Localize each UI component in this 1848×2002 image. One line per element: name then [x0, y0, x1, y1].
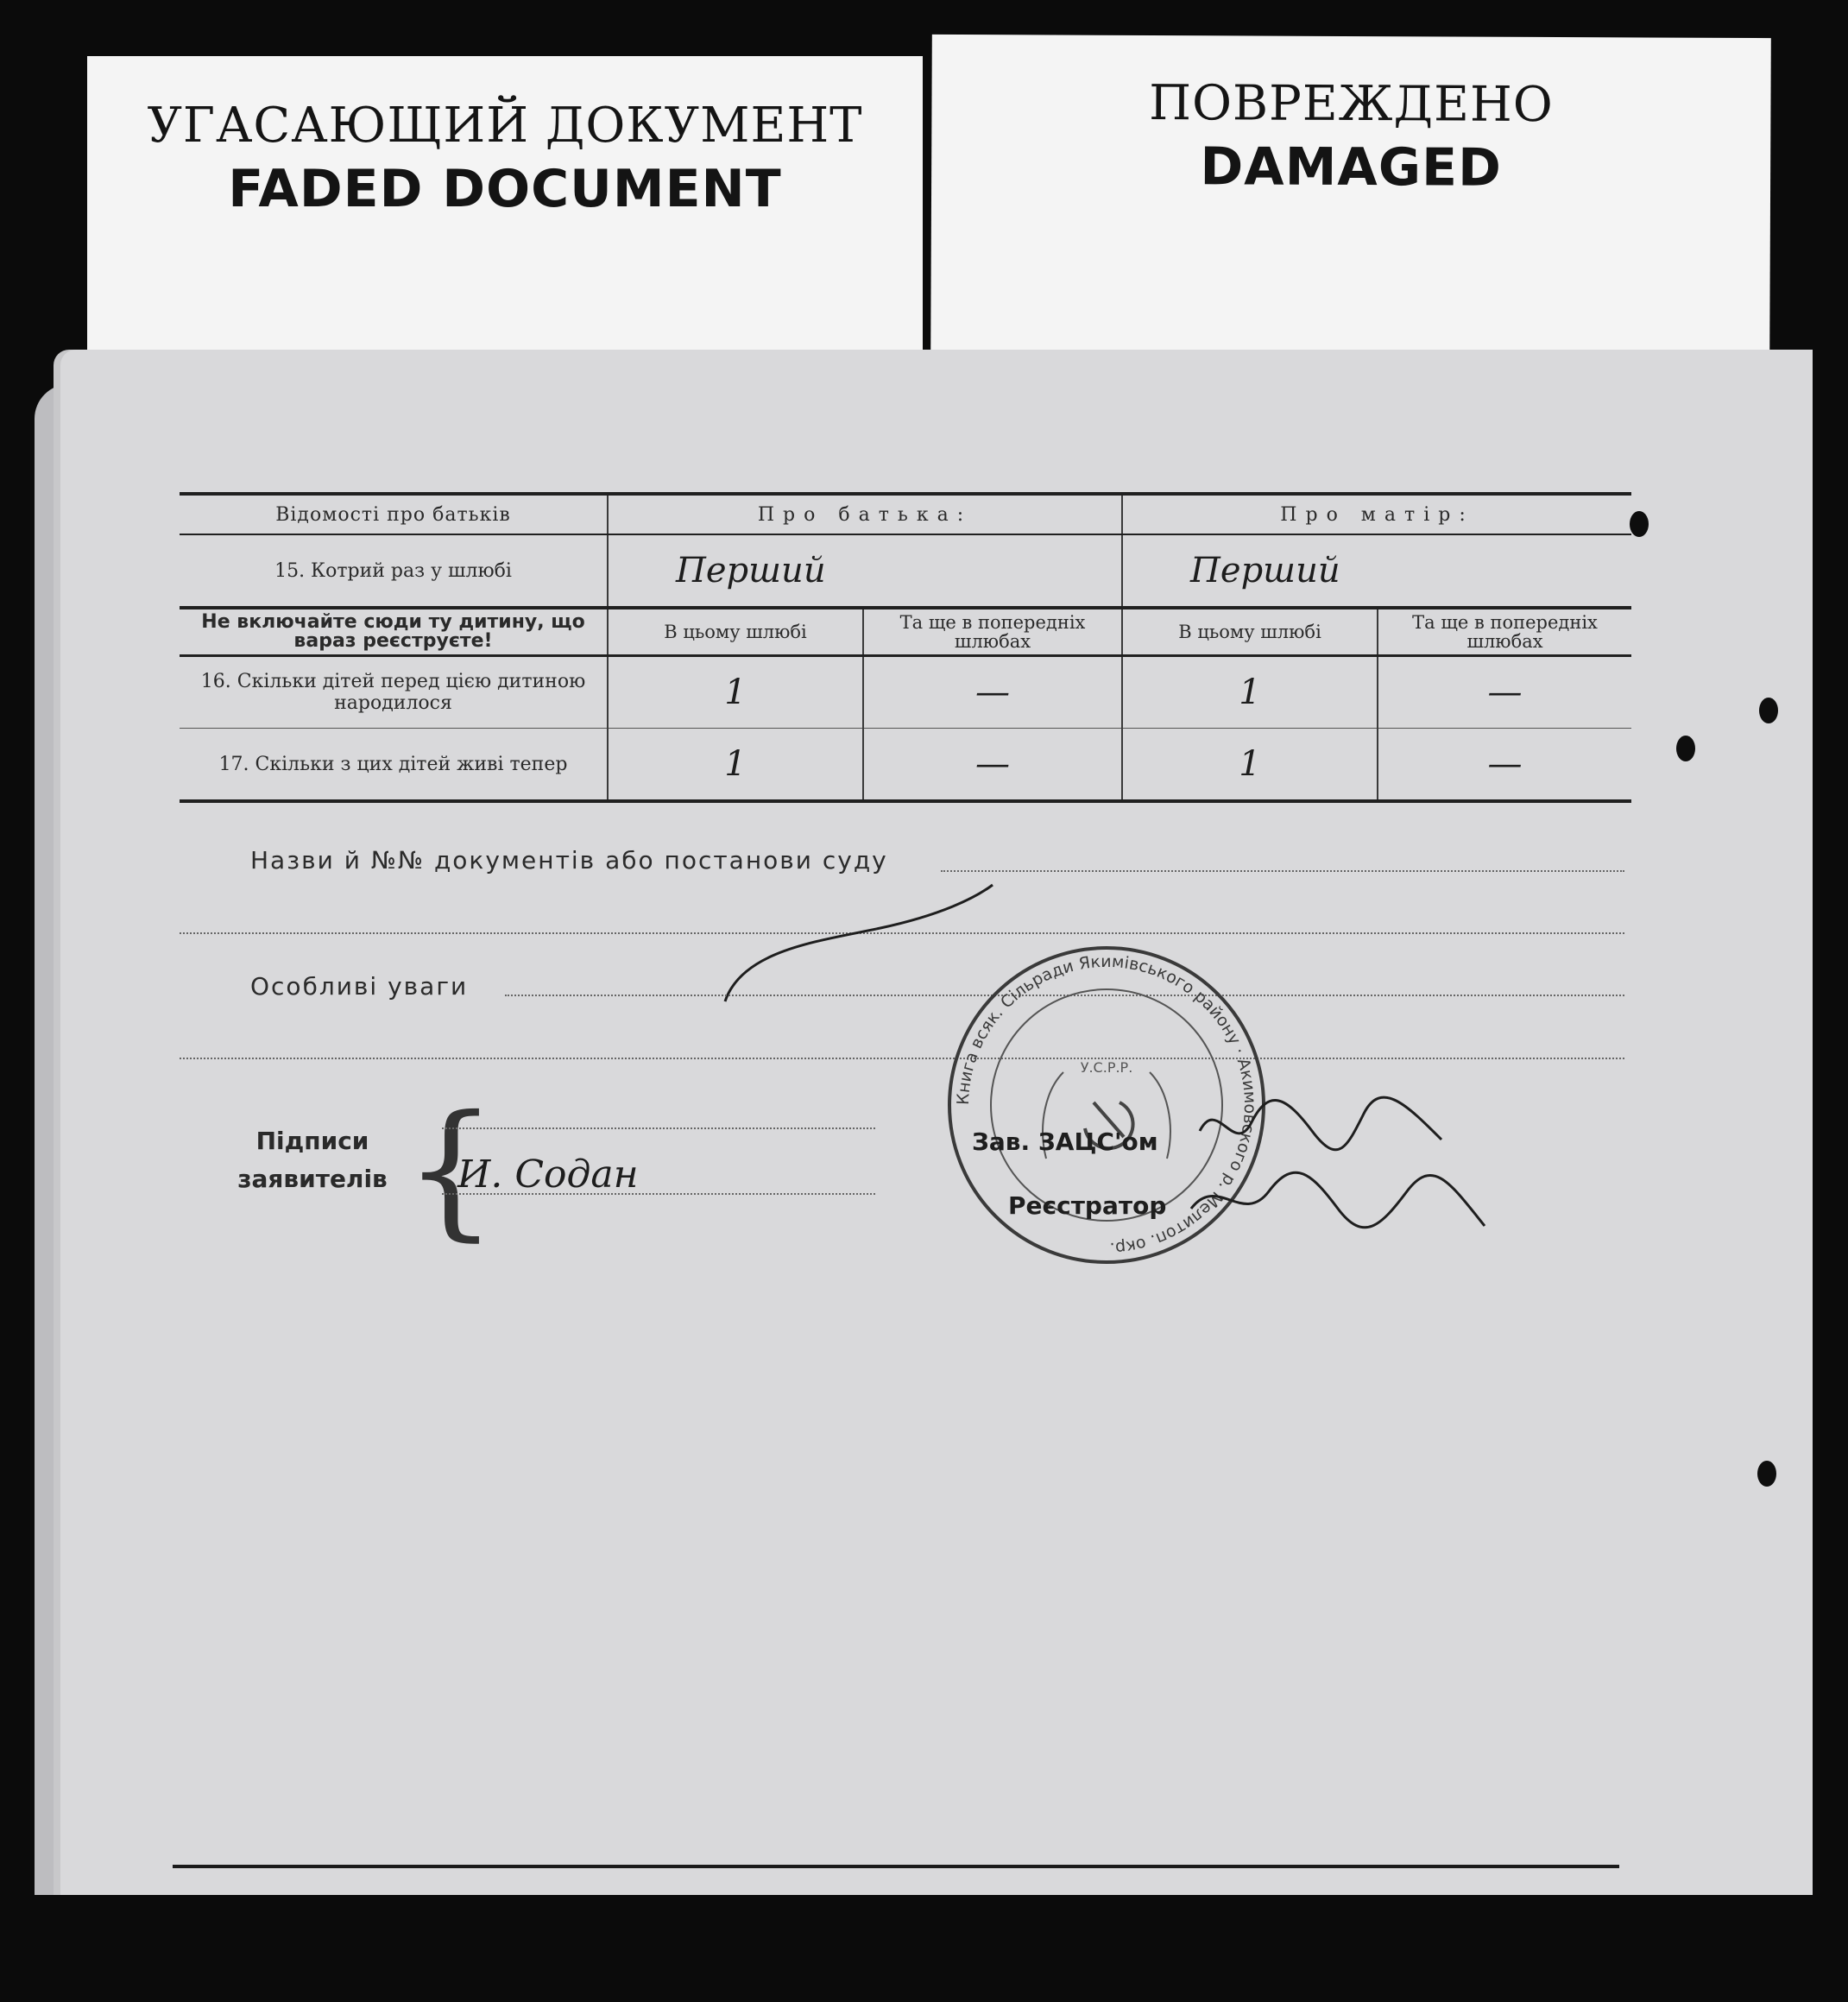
- header-father: Про батька:: [608, 494, 1122, 534]
- documents-field-label: Назви й №№ документів або постанови суду: [250, 846, 888, 875]
- children-alive-label: 17. Скільки з цих дітей живі тепер: [180, 729, 608, 802]
- mother-current-children-alive: [1122, 729, 1378, 802]
- father-previous-children-born-value: —: [975, 673, 1010, 712]
- father-previous-children-born: [863, 656, 1122, 729]
- applicant-signature: И. Содан: [457, 1153, 639, 1197]
- exclude-child-note: Не включайте сюди ту дитину, що вараз реєструєте!: [180, 608, 608, 656]
- punch-hole: [1676, 736, 1695, 761]
- mother-previous-children-alive: [1378, 729, 1631, 802]
- father-marriage-count: [608, 534, 1122, 608]
- mother-current-marriage-header: В цьому шлюбі: [1122, 608, 1378, 656]
- table-row: [180, 656, 1631, 729]
- father-previous-children-alive: [863, 729, 1122, 802]
- father-current-children-alive-value: 1: [724, 744, 747, 784]
- faded-label-english: FADED DOCUMENT: [228, 159, 782, 219]
- brace-symbol: {: [404, 1084, 498, 1255]
- official-handwritten-signatures: [1183, 1079, 1493, 1252]
- mother-previous-marriages-header: Та ще в попередніх шлюбах: [1378, 608, 1631, 656]
- punch-hole: [1759, 698, 1778, 723]
- table-header-row: [180, 494, 1631, 534]
- father-current-marriage-header: В цьому шлюбі: [608, 608, 863, 656]
- children-born-label: 16. Скільки дітей перед цією дитиною народилося: [180, 656, 608, 729]
- table-row: [180, 534, 1631, 608]
- marriage-count-label: 15. Котрий раз у шлюбі: [180, 534, 608, 608]
- damaged-document-label: [930, 35, 1771, 366]
- table-row: [180, 729, 1631, 802]
- mother-previous-children-born: [1378, 656, 1631, 729]
- punch-hole: [1630, 511, 1649, 537]
- damaged-label-russian: ПОВРЕЖДЕНО: [1149, 74, 1554, 134]
- father-previous-children-alive-value: —: [975, 744, 1010, 784]
- applicants-signatures-label: Підписи заявителів: [237, 1127, 388, 1193]
- head-registry-label: Зав. ЗАЦС'ом: [972, 1127, 1158, 1156]
- damaged-label-english: DAMAGED: [1200, 136, 1503, 199]
- header-parents-info: Відомості про батьків: [180, 494, 608, 534]
- table-subheader-row: [180, 608, 1631, 656]
- parents-info-table: [180, 492, 1631, 803]
- father-current-children-alive: [608, 729, 863, 802]
- registrar-label: Реєстратор: [1008, 1191, 1167, 1220]
- documents-dotted-line: [941, 870, 1624, 872]
- header-mother: Про матір:: [1122, 494, 1631, 534]
- mother-previous-children-alive-value: —: [1487, 744, 1523, 784]
- mother-previous-children-born-value: —: [1487, 673, 1523, 712]
- faded-label-russian: УГАСАЮЩИЙ ДОКУМЕНТ: [147, 98, 863, 154]
- stamp-outer-text: Книга всяк. Сільради Якимівського району · Акимовского р. Мелитоп. окр.: [953, 951, 1260, 1258]
- signature-dotted-line-1: [442, 1127, 875, 1129]
- mother-marriage-count-value: Перший: [1190, 551, 1340, 590]
- bottom-rule-line: [173, 1865, 1619, 1868]
- mother-current-children-born: [1122, 656, 1378, 729]
- father-current-children-born-value: 1: [724, 673, 747, 712]
- faded-document-label: [87, 56, 923, 367]
- special-notes-label: Особливі уваги: [250, 972, 469, 1001]
- mother-current-children-born-value: 1: [1239, 673, 1261, 712]
- father-marriage-count-value: Перший: [676, 551, 826, 590]
- mother-marriage-count: [1122, 534, 1631, 608]
- father-current-children-born: [608, 656, 863, 729]
- special-notes-dotted-line-2: [180, 1058, 1624, 1059]
- father-previous-marriages-header: Та ще в попередніх шлюбах: [863, 608, 1122, 656]
- punch-hole: [1757, 1461, 1776, 1487]
- stamp-center-text: У.С.Р.Р.: [1080, 1059, 1133, 1076]
- mother-current-children-alive-value: 1: [1239, 744, 1261, 784]
